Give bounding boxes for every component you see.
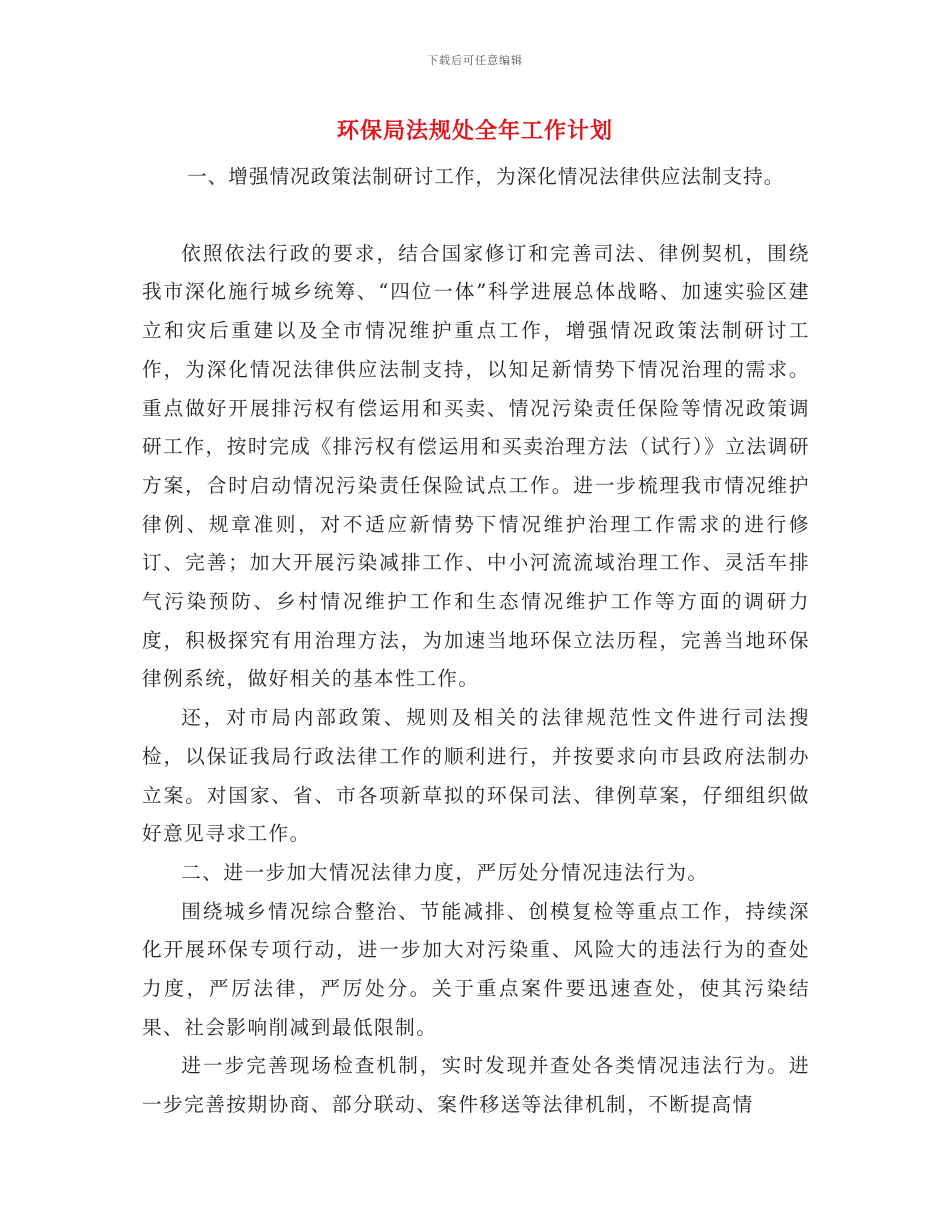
document-body xyxy=(142,158,810,1125)
section-heading-2: 二、进一步加大情况法律力度，严厉处分情况违法行为。 xyxy=(181,860,709,884)
section-heading-1: 一、增强情况政策法制研讨工作，为深化情况法律供应法制支持。 xyxy=(187,165,785,188)
page-header: 下载后可任意编辑 xyxy=(427,54,523,67)
paragraph: 依照依法行政的要求，结合国家修订和完善司法、律例契机，围绕我市深化施行城乡统筹、“四位一体”科学进展总体战略、加速实验区建立和灾后重建以及全市情况维护重点工作，增强情况政策法制研讨工作，为深化情况法律供应法制支持，以知足新情势下情况治理的需求。重点做好开展排污权有偿运用和买卖、情况污染责任保险等情况政策调研工作，按时完成《排污权有偿运用和买卖治理方法（试行）》立法调研方案，合时启动情况污染责任保险试点工作。进一步梳理我市情况维护律例、规章准则，对不适应新情势下情况维护治理工作需求的进行修订、完善；加大开展污染减排工作、中小河流流域治理工作、灵活车排气污染预防、乡村情况维护工作和生态情况维护工作等方面的调研力度，积极探究有用治理方法，为加速当地环保立法历程，完善当地环保律例系统，做好相关的基本性工作。 xyxy=(142,241,810,691)
document-title: 环保局法规处全年工作计划 xyxy=(336,118,613,144)
paragraph: 还，对市局内部政策、规则及相关的法律规范性文件进行司法搜检，以保证我局行政法律工作的顺利进行，并按要求向市县政府法制办立案。对国家、省、市各项新草拟的环保司法、律例草案，仔细组织做好意见寻求工作。 xyxy=(142,706,810,846)
paragraph: 围绕城乡情况综合整治、节能减排、创模复检等重点工作，持续深化开展环保专项行动，进一步加大对污染重、风险大的违法行为的查处力度，严厉法律，严厉处分。关于重点案件要迅速查处，使其污染结果、社会影响削减到最低限制。 xyxy=(142,899,810,1039)
paragraph: 进一步完善现场检查机制，实时发现并查处各类情况违法行为。进一步完善按期协商、部分联动、案件移送等法律机制，不断提高情 xyxy=(142,1054,810,1117)
